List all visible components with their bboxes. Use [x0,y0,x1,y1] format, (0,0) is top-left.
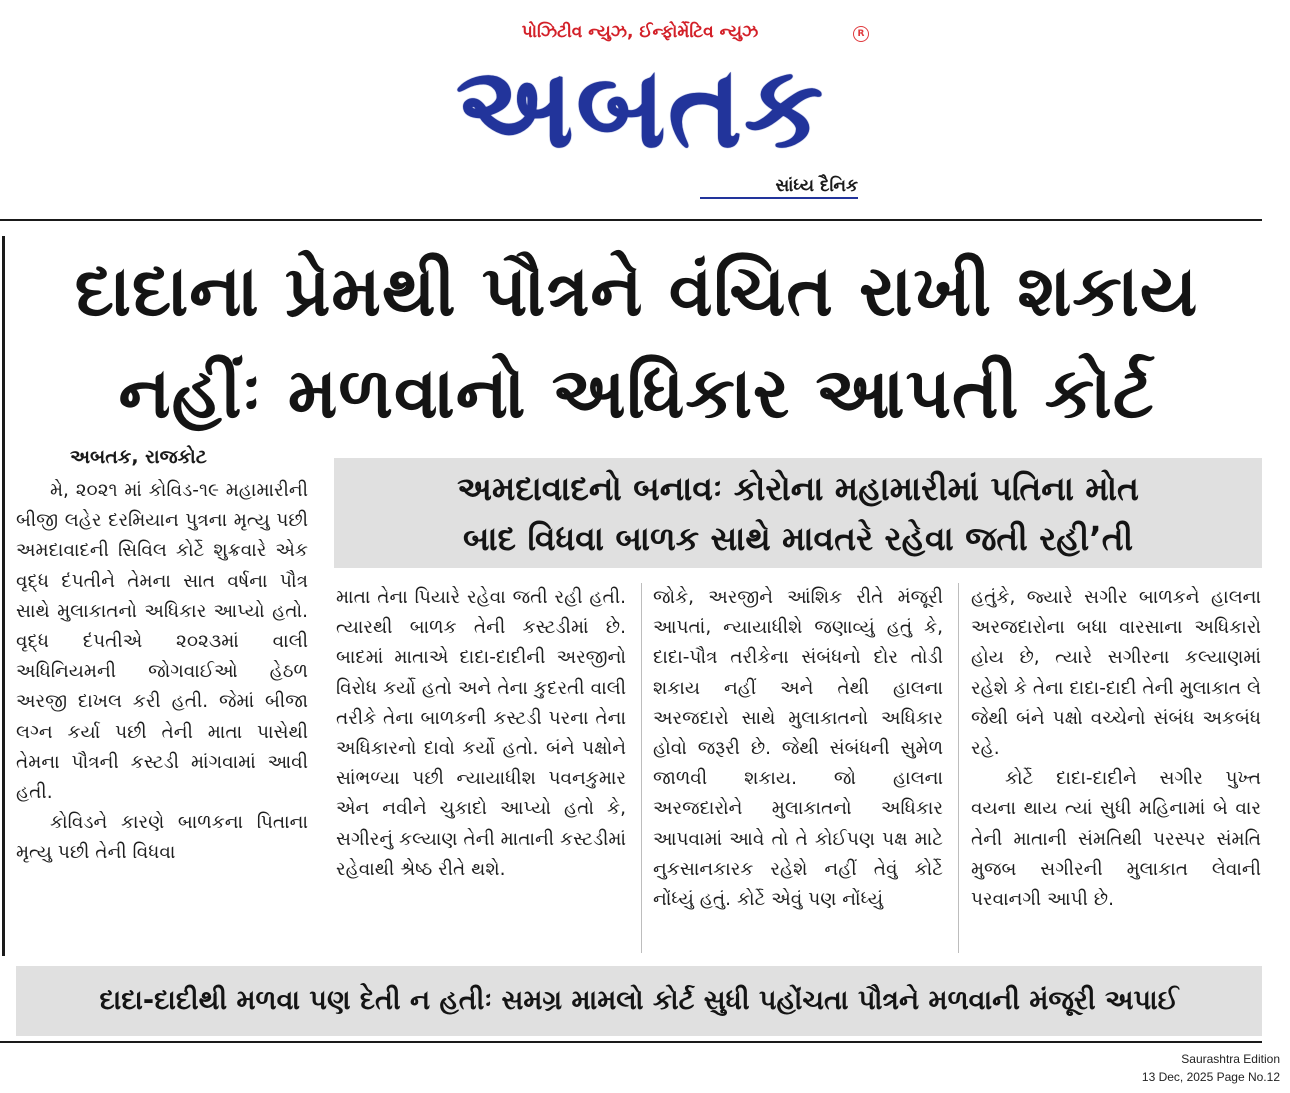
article-column-1 [16,476,308,956]
column-1-paragraph-1: મે, ૨૦૨૧ માં કોવિડ-૧૯ મહામારીની બીજી લહેર દરમિયાન પુત્રના મૃત્યુ પછી અમદાવાદની સિવિલ કોર્ટે શુક્રવારે એક વૃદ્ધ દંપતીને તેમના સાત વર્ષના પૌત્ર સાથે મુલાકાતનો અધિકાર આપ્યો હતો. વૃદ્ધ દંપતીએ ૨૦૨૩માં વાલી અધિનિયમની જોગવાઈઓ હેઠળ અરજી દાખલ કરી હતી. જેમાં બીજા લગ્ન કર્યા પછી તેની માતા પાસેથી તેમના પૌત્રની કસ્ટડી માંગવામાં આવી હતી. [16,480,308,804]
bottom-highlight-strip: દાદા-દાદીથી મળવા પણ દેતી ન હતીઃ સમગ્ર મામલો કોર્ટ સુધી પહોંચતા પૌત્રને મળવાની મંજૂરી અપાઈ [16,966,1262,1036]
headline-line-2: નહીંઃ મળવાનો અધિકાર આપતી કોર્ટ [118,352,1155,434]
masthead-subtag: સાંધ્ય દૈનિક [700,176,858,199]
bottom-divider [0,1041,1262,1043]
article-column-2 [336,583,626,957]
article-headline [14,240,1259,444]
column-2-paragraph-1: માતા તેના પિયારે રહેવા જતી રહી હતી. ત્યારથી બાળક તેની કસ્ટડીમાં છે. બાદમાં માતાએ દાદા-દાદીની અરજીનો વિરોધ કર્યો હતો અને તેના કુદરતી વાલી તરીકે તેના બાળકની કસ્ટડી પરના તેના અધિકારનો દાવો કર્યો હતો. બંને પક્ષોને સાંભળ્યા પછી ન્યાયાધીશ પવનકુમાર એન નવીને ચુકાદો આપ્યો હતો કે, સગીરનું કલ્યાણ તેની માતાની કસ્ટડીમાં રહેવાથી શ્રેષ્ઠ રીતે થશે. [336,587,626,880]
column-1-paragraph-2: કોવિડને કારણે બાળકના પિતાના મૃત્યુ પછી તેની વિધવા [16,812,308,864]
masthead-tagline: પોઝિટીવ ન્યુઝ, ઈન્ફોર્મેટિવ ન્યુઝ [521,22,759,42]
masthead [0,0,1290,215]
column-4-paragraph-2: કોર્ટે દાદા-દાદીને સગીર પુખ્ત વયના થાય ત્યાં સુધી મહિનામાં બે વાર તેની માતાની સંમતિથી પરસ્પર સંમતિ મુજબ સગીરની મુલાકાત લેવાની પરવાનગી આપી છે. [971,768,1261,911]
article-subhead [334,458,1262,568]
subhead-line-2: બાદ વિધવા બાળક સાથે માવતરે રહેવા જતી રહી’તી [462,519,1134,558]
subhead-line-1: અમદાવાદનો બનાવઃ કોરોના મહામારીમાં પતિના મોત [457,469,1139,508]
column-3-paragraph-1: જોકે, અરજીને આંશિક રીતે મંજૂરી આપતાં, ન્યાયાધીશે જણાવ્યું હતું કે, દાદા-પૌત્ર તરીકેના સંબંધનો દોર તોડી શકાય નહીં અને તેથી હાલના અરજદારો સાથે મુલાકાતનો અધિકાર હોવો જરૂરી છે. જેથી સંબંધની સુમેળ જાળવી શકાય. જો હાલના અરજદારોને મુલાકાતનો અધિકાર આપવામાં આવે તો તે કોઈપણ પક્ષ માટે નુકસાનકારક રહેશે નહીં તેવું કોર્ટે નોંધ્યું હતું. કોર્ટે એવું પણ નોંધ્યું [653,587,943,911]
headline-line-1: દાદાના પ્રેમથી પૌત્રને વંચિત રાખી શકાય [74,250,1199,332]
edition-name: Saurashtra Edition [1181,1052,1280,1066]
edition-info [1142,1050,1280,1086]
column-divider [958,583,959,953]
column-4-paragraph-1: હતુંકે, જ્યારે સગીર બાળકને હાલના અરજદારોના બધા વારસાના અધિકારો હોય છે, ત્યારે સગીરના કલ્યાણમાં રહેશે કે તેના દાદા-દાદી તેની મુલાકાત લે જેથી બંને પક્ષો વચ્ચેનો સંબંધ અકબંધ રહે. [971,587,1261,760]
newspaper-logo: અબતક [455,43,826,173]
column-divider [641,583,642,953]
article-column-4 [971,583,1261,957]
dateline: અબતક, રાજકોટ [70,446,207,468]
registered-mark-icon: R [853,26,869,42]
edition-date-page: 13 Dec, 2025 Page No.12 [1141,1070,1280,1084]
article-column-3 [653,583,943,957]
top-divider [0,219,1262,221]
article-left-bar [2,236,5,956]
